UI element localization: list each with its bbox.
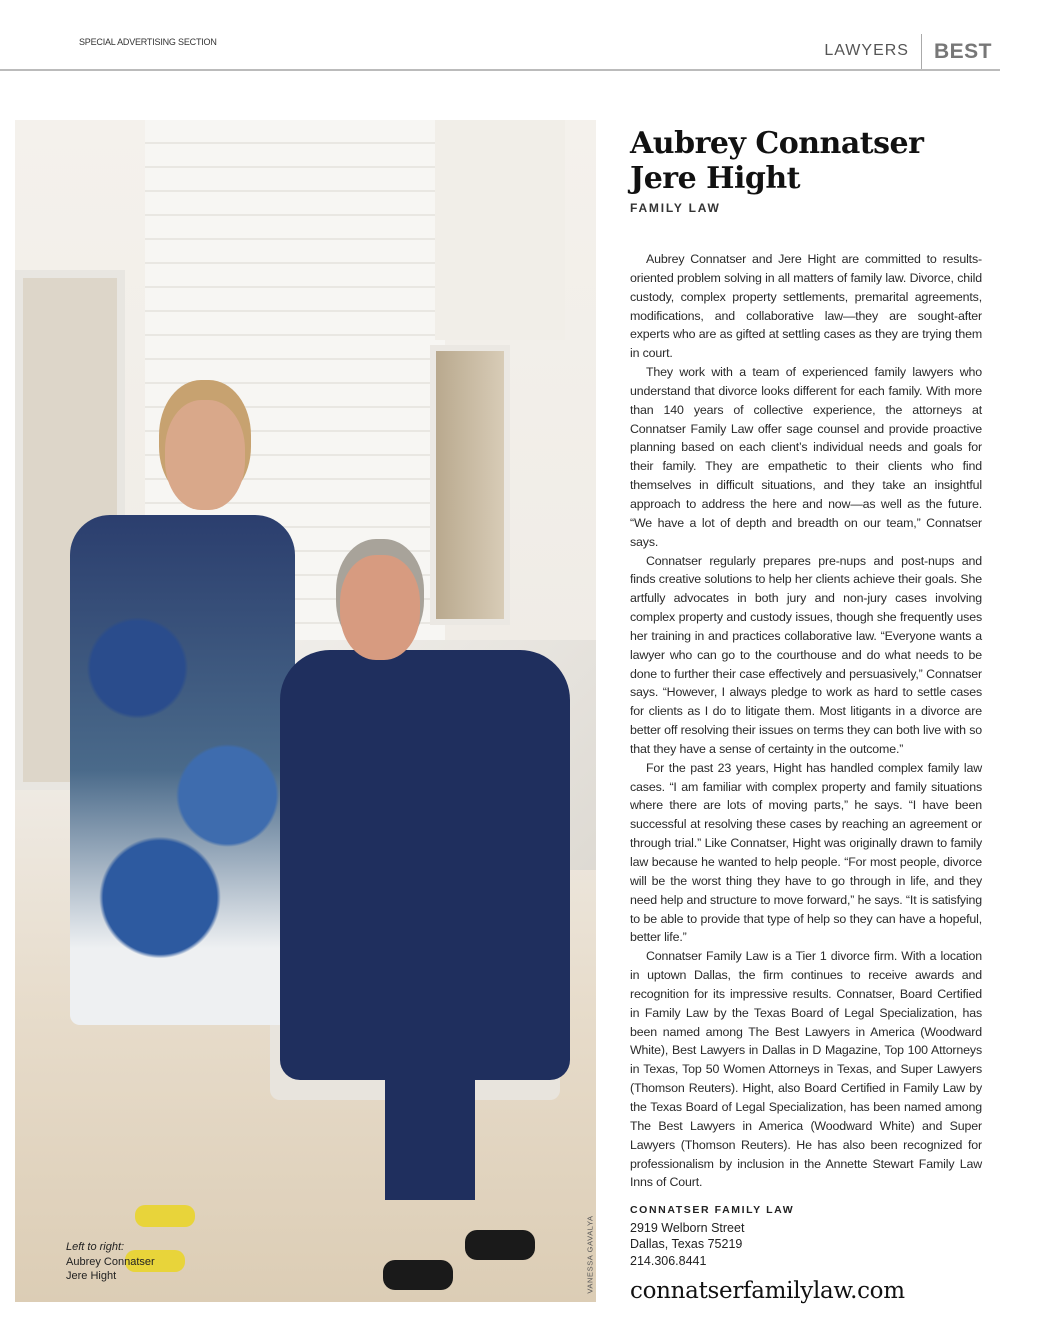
- yellow-shoe: [135, 1205, 195, 1227]
- caption-name: Jere Hight: [66, 1270, 117, 1282]
- paragraph: Connatser regularly prepares pre-nups and post-nups and finds creative solutions to help her clients achieve their goals. She artfully advocates in both jury and non-jury cases involving complex property and custody issues, though she frequently uses her training in and practices collaborative law. “Everyone wants a lawyer who can go to the courthouse and do what needs to be done to further their case effectively and persuasively,” Connatser says. “However, I always pledge to work as hard to settle cases for clients as I do to litigate them. Most litigants in a divorce are better off resolving their issues on terms they can both live with so that they have a sense of certainty in the outcome.”: [630, 553, 982, 756]
- column: [435, 120, 565, 340]
- best-lawyers-logo: [824, 34, 992, 70]
- caption-intro: Left to right:: [66, 1241, 125, 1253]
- website-link[interactable]: connatserfamilylaw.com: [630, 1278, 905, 1304]
- woman-head: [165, 400, 245, 510]
- header-divider: [0, 69, 1000, 71]
- brand-best: BEST: [933, 40, 992, 63]
- man-legs: [385, 970, 475, 1200]
- caption-name: Aubrey Connatser: [66, 1255, 155, 1268]
- article-title: [630, 126, 923, 196]
- street-address: 2919 Welborn Street: [630, 1220, 745, 1235]
- woman-figure: [70, 515, 295, 1025]
- contact-block: [630, 1202, 794, 1269]
- paragraph: Aubrey Connatser and Jere Hight are committed to results-oriented problem solving in all matters of family law. Divorce, child custody, complex property settlements, premarital agreements, modifications, and collaborative law—they are sought-after experts who are as gifted at settling cases as they are trying them in court.: [630, 252, 982, 361]
- portrait-photo: [15, 120, 596, 1302]
- photo-credit: VANESSA GAVALYA: [585, 1215, 595, 1294]
- title-line: Jere Hight: [630, 161, 801, 196]
- section-label: SPECIAL ADVERTISING SECTION: [79, 37, 217, 47]
- firm-name: CONNATSER FAMILY LAW: [630, 1204, 795, 1216]
- city-address: Dallas, Texas 75219: [630, 1237, 743, 1251]
- paragraph: They work with a team of experienced family lawyers who understand that divorce looks different for each family. With more than 140 years of collective experience, the attorneys at Connatser Family Law offer sage counsel and provide proactive planning based on each client’s individual needs and goals for their family. They are empathetic to their clients who find themselves in difficult situations, and they take an insightful approach to address the here and now—as well as the future. “We have a lot of depth and breadth on our team,” Connatser says.: [630, 365, 982, 549]
- black-shoe: [465, 1230, 535, 1260]
- brand-lawyers: LAWYERS: [824, 34, 922, 70]
- article-subtitle: FAMILY LAW: [630, 201, 721, 215]
- black-shoe: [383, 1260, 453, 1290]
- paragraph: Connatser Family Law is a Tier 1 divorce firm. With a location in uptown Dallas, the firm continues to receive awards and recognition for its impressive results. Connatser, Board Certified in Family Law by the Texas Board of Legal Specialization, has been named among The Best Lawyers in America (Woodward White), Best Lawyers in Dallas in D Magazine, Top 100 Attorneys in Texas, Top 50 Women Attorneys in Texas, and Super Lawyers (Thomson Reuters). Hight, also Board Certified in Family Law by the Texas Board of Legal Specialization, has been named among The Best Lawyers in America (Woodward White) and Super Lawyers (Thomson Reuters). He has also been recognized for professionalism by inclusion in the Annette Stewart Family Law Inns of Court.: [630, 949, 982, 1190]
- man-head: [340, 555, 420, 660]
- photo-caption: [66, 1240, 155, 1284]
- paragraph: For the past 23 years, Hight has handled complex family law cases. “I am familiar with complex property and family situations where there are lots of moving parts,” he says. “I have been successful at resolving these cases by reaching an agreement or through trial.” Like Connatser, Hight was originally drawn to family law because he wanted to help people. “For most people, divorce will be the worst thing they have to go through in life, and they need help and structure to move forward,” he says. “It is satisfying to be able to provide that type of help so they can have a hopeful, better life.”: [630, 760, 982, 945]
- article-body: [630, 250, 982, 1192]
- window-right: [430, 345, 510, 625]
- phone-number: 214.306.8441: [630, 1253, 707, 1268]
- title-line: Aubrey Connatser: [630, 126, 924, 161]
